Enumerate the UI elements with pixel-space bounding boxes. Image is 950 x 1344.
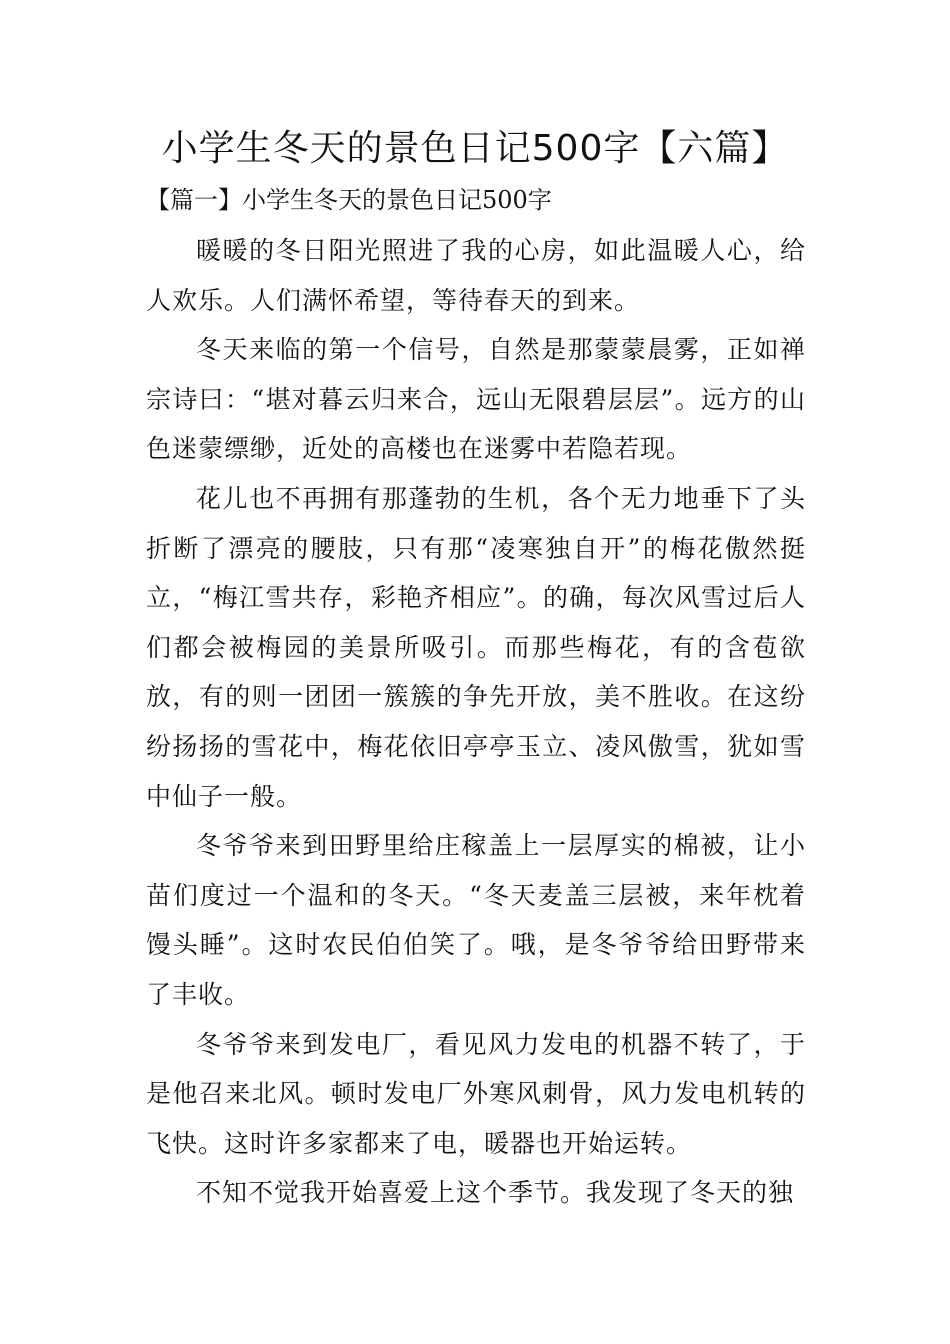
paragraph: 冬爷爷来到田野里给庄稼盖上一层厚实的棉被，让小苗们度过一个温和的冬天。“冬天麦盖三层被，来年枕着馒头睡”。这时农民伯伯笑了。哦，是冬爷爷给田野带来了丰收。 <box>146 831 806 1009</box>
section-heading: 【篇一】小学生冬天的景色日记500字 <box>146 186 552 214</box>
paragraph: 暖暖的冬日阳光照进了我的心房，如此温暖人心，给人欢乐。人们满怀希望，等待春天的到来。 <box>146 236 806 315</box>
document-body <box>146 226 806 1218</box>
paragraph: 冬爷爷来到发电厂，看见风力发电的机器不转了，于是他召来北风。顿时发电厂外寒风刺骨，风力发电机转的飞快。这时许多家都来了电，暖器也开始运转。 <box>146 1029 806 1158</box>
paragraph: 花儿也不再拥有那蓬勃的生机，各个无力地垂下了头折断了漂亮的腰肢，只有那“凌寒独自开”的梅花傲然挺立，“梅江雪共存，彩艳齐相应”。的确，每次风雪过后人们都会被梅园的美景所吸引。而那些梅花，有的含苞欲放，有的则一团团一簇簇的争先开放，美不胜收。在这纷纷扬扬的雪花中，梅花依旧亭亭玉立、凌风傲雪，犹如雪中仙子一般。 <box>146 483 806 811</box>
paragraph: 不知不觉我开始喜爱上这个季节。我发现了冬天的独 <box>196 1178 795 1208</box>
paragraph: 冬天来临的第一个信号，自然是那蒙蒙晨雾，正如禅宗诗曰：“堪对暮云归来合，远山无限碧层层”。远方的山色迷蒙缥缈，近处的高楼也在迷雾中若隐若现。 <box>146 335 806 464</box>
document-title: 小学生冬天的景色日记500字【六篇】 <box>161 128 789 169</box>
